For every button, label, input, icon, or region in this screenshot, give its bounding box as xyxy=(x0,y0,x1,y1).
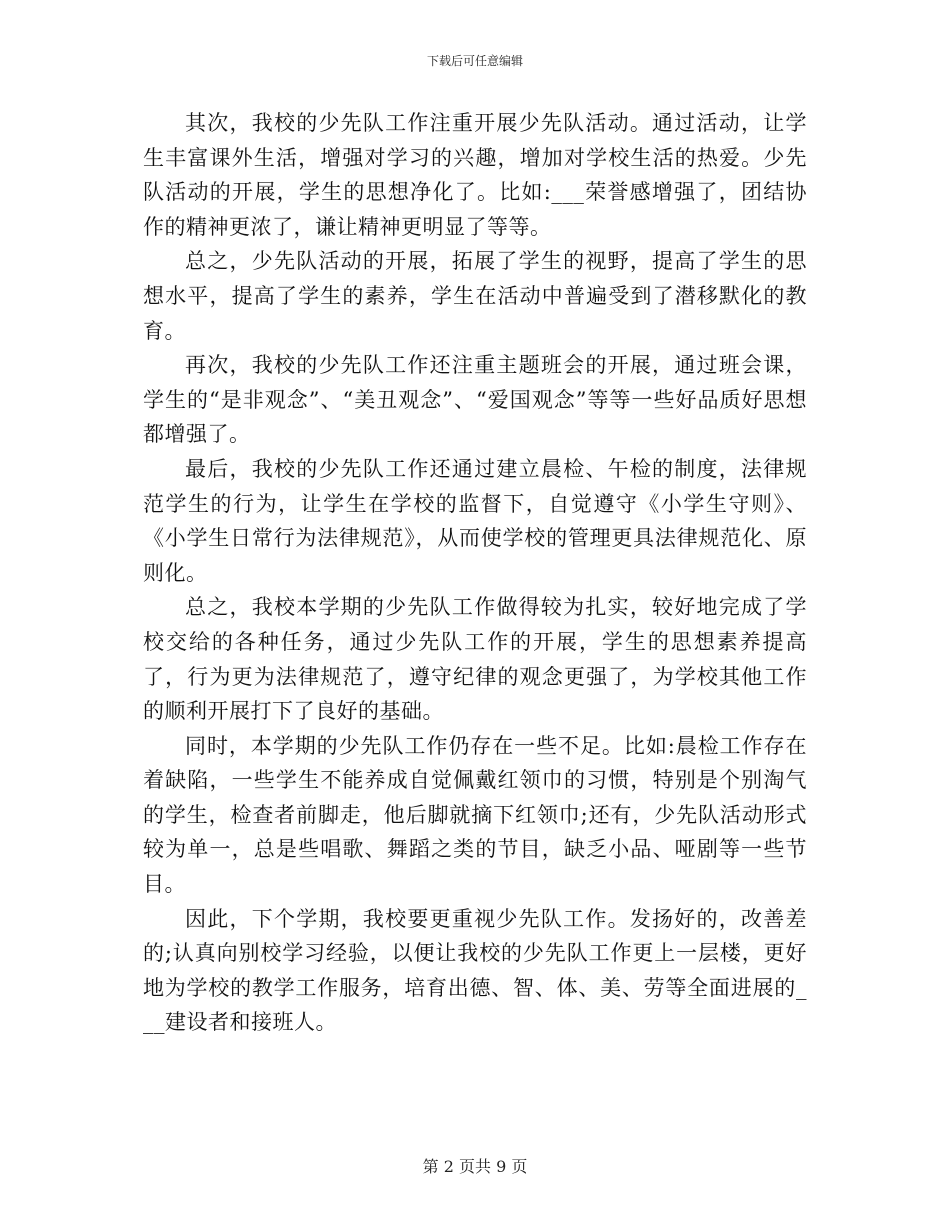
paragraph-5: 总之，我校本学期的少先队工作做得较为扎实，较好地完成了学校交给的各种任务，通过少先队工作的开展，学生的思想素养提高了，行为更为法律规范了，遵守纪律的观念更强了，为学校其他工作的顺利开展打下了良好的基础。 xyxy=(143,595,807,724)
page-header: 下载后可任意编辑 xyxy=(426,54,523,68)
paragraph-3: 再次，我校的少先队工作还注重主题班会的开展，通过班会课，学生的“是非观念”、“美丑观念”、“爱国观念”等等一些好品质好思想都增强了。 xyxy=(143,353,807,447)
paragraph-7: 因此，下个学期，我校要更重视少先队工作。发扬好的，改善差的;认真向别校学习经验，以便让我校的少先队工作更上一层楼，更好地为学校的教学工作服务，培育出德、智、体、美、劳等全面进展的___建设者和接班人。 xyxy=(143,906,807,1035)
document-body xyxy=(143,106,807,1040)
page-number: 第 2 页共 9 页 xyxy=(422,1157,528,1176)
paragraph-2: 总之，少先队活动的开展，拓展了学生的视野，提高了学生的思想水平，提高了学生的素养，学生在活动中普遍受到了潜移默化的教育。 xyxy=(143,249,807,343)
paragraph-4: 最后，我校的少先队工作还通过建立晨检、午检的制度，法律规范学生的行为，让学生在学校的监督下，自觉遵守《小学生守则》、《小学生日常行为法律规范》，从而使学校的管理更具法律规范化、原则化。 xyxy=(143,456,807,585)
paragraph-1: 其次，我校的少先队工作注重开展少先队活动。通过活动，让学生丰富课外生活，增强对学习的兴趣，增加对学校生活的热爱。少先队活动的开展，学生的思想净化了。比如:___荣誉感增强了，团结协作的精神更浓了，谦让精神更明显了等等。 xyxy=(143,111,807,239)
paragraph-6: 同时，本学期的少先队工作仍存在一些不足。比如:晨检工作存在着缺陷，一些学生不能养成自觉佩戴红领巾的习惯，特别是个别淘气的学生，检查者前脚走，他后脚就摘下红领巾;还有，少先队活动形式较为单一，总是些唱歌、舞蹈之类的节目，缺乏小品、哑剧等一些节目。 xyxy=(143,733,807,897)
